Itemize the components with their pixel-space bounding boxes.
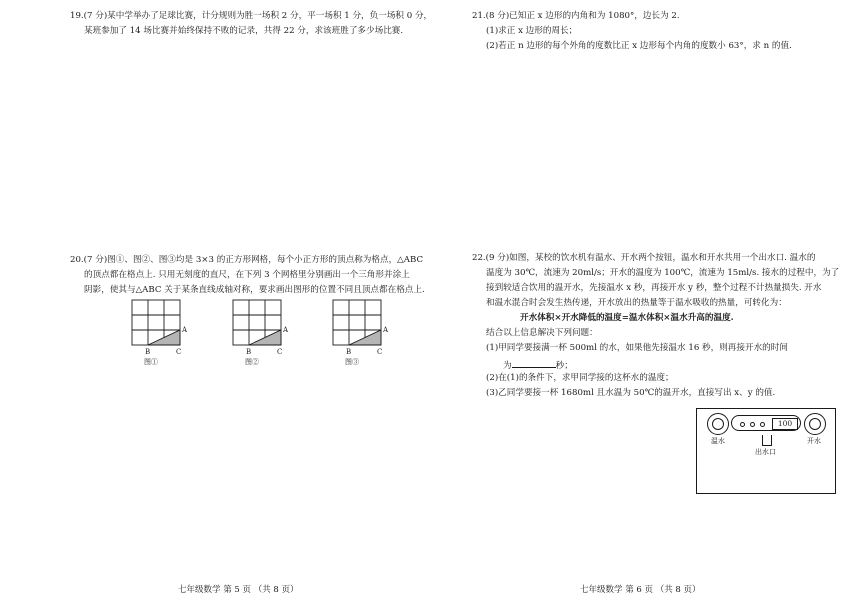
q19-line-1: 19.(7 分)某中学举办了足球比赛，计分规则为胜一场积 2 分，平一场积 1 分，负一场积 0 分，	[70, 11, 433, 21]
q21-sub-1: (1)求正 x 边形的周长；	[486, 26, 578, 36]
outlet-label: 出水口	[755, 448, 776, 456]
q22-formula: 开水体积×开水降低的温度=温水体积×温水升高的温度.	[520, 313, 734, 323]
indicator-dot-icon	[740, 422, 745, 427]
footer-left: 七年级数学 第 5 页 （共 8 页）	[178, 585, 299, 595]
q22-part-2: (2)在(1)的条件下，求甲同学接的这杯水的温度；	[486, 373, 674, 383]
figure-2-caption: 图②	[245, 358, 259, 366]
figure-1-caption: 图①	[144, 358, 158, 366]
q22-part-1: (1)甲同学要接满一杯 500ml 的水，如果他先接温水 16 秒，则再接开水的时间	[486, 343, 788, 353]
q22-line-1: 22.(9 分)如图，某校的饮水机有温水、开水两个按钮，温水和开水共用一个出水口. 温水的	[472, 253, 816, 263]
temperature-display: 100	[772, 418, 798, 430]
hot-water-button-icon	[804, 413, 826, 435]
hot-water-label: 开水	[807, 437, 821, 445]
vertex-c-label: C	[277, 348, 283, 356]
q20-line-2: 的顶点都在格点上. 只用无刻度的直尺，在下列 3 个网格里分别画出一个三角形并涂上	[84, 270, 410, 280]
indicator-dot-icon	[760, 422, 765, 427]
q22-part-1-suffix: 秒；	[555, 361, 573, 371]
q22-part-3: (3)乙同学要接一杯 1680ml 且水温为 50℃的温开水，直接写出 x、y 的值.	[486, 388, 776, 398]
vertex-b-label: B	[145, 348, 151, 356]
q21-line-1: 21.(8 分)已知正 x 边形的内角和为 1080°，边长为 2.	[472, 11, 680, 21]
q22-part-1-continued	[503, 359, 573, 371]
water-outlet	[762, 435, 772, 446]
q20-line-3: 阴影，使其与△ABC 关于某条直线成轴对称，要求画出图形的位置不同且顶点都在格点上.	[84, 285, 425, 295]
q22-intro: 结合以上信息解决下列问题：	[486, 328, 598, 338]
q22-line-2: 温度为 30℃，流速为 20ml/s；开水的温度为 100℃，流速为 15ml/s. 接水的过程中，为了	[486, 268, 840, 278]
grid-figure-2	[233, 300, 299, 356]
vertex-a-label: A	[383, 326, 389, 334]
footer-right: 七年级数学 第 6 页 （共 8 页）	[580, 585, 701, 595]
q22-line-3: 接到较适合饮用的温开水，先接温水 x 秒，再接开水 y 秒，整个过程不计热量损失. 开水	[486, 283, 822, 293]
indicator-dot-icon	[750, 422, 755, 427]
q20-line-1: 20.(7 分)图①、图②、图③均是 3×3 的正方形网格，每个小正方形的顶点称为格点，△ABC	[70, 255, 424, 265]
vertex-b-label: B	[246, 348, 252, 356]
vertex-a-label: A	[283, 326, 289, 334]
warm-water-label: 温水	[711, 437, 725, 445]
vertex-c-label: C	[176, 348, 182, 356]
warm-water-button-icon	[707, 413, 729, 435]
vertex-c-label: C	[377, 348, 383, 356]
control-panel	[731, 415, 801, 431]
answer-blank[interactable]	[512, 359, 556, 368]
q22-part-1-prefix: 为	[503, 361, 512, 371]
q22-line-4: 和温水混合时会发生热传递，开水放出的热量等于温水吸收的热量，可转化为：	[486, 298, 787, 308]
q21-sub-2: (2)若正 n 边形的每个外角的度数比正 x 边形每个内角的度数小 63°，求 n 的值.	[486, 41, 792, 51]
figure-3-caption: 图③	[345, 358, 359, 366]
grid-figure-1	[132, 300, 198, 356]
vertex-a-label: A	[182, 326, 188, 334]
q19-line-2: 某班参加了 14 场比赛并始终保持不败的记录，共得 22 分，求该班胜了多少场比赛.	[84, 26, 404, 36]
vertex-b-label: B	[346, 348, 352, 356]
water-dispenser-diagram	[696, 408, 836, 494]
grid-figure-3	[333, 300, 399, 356]
